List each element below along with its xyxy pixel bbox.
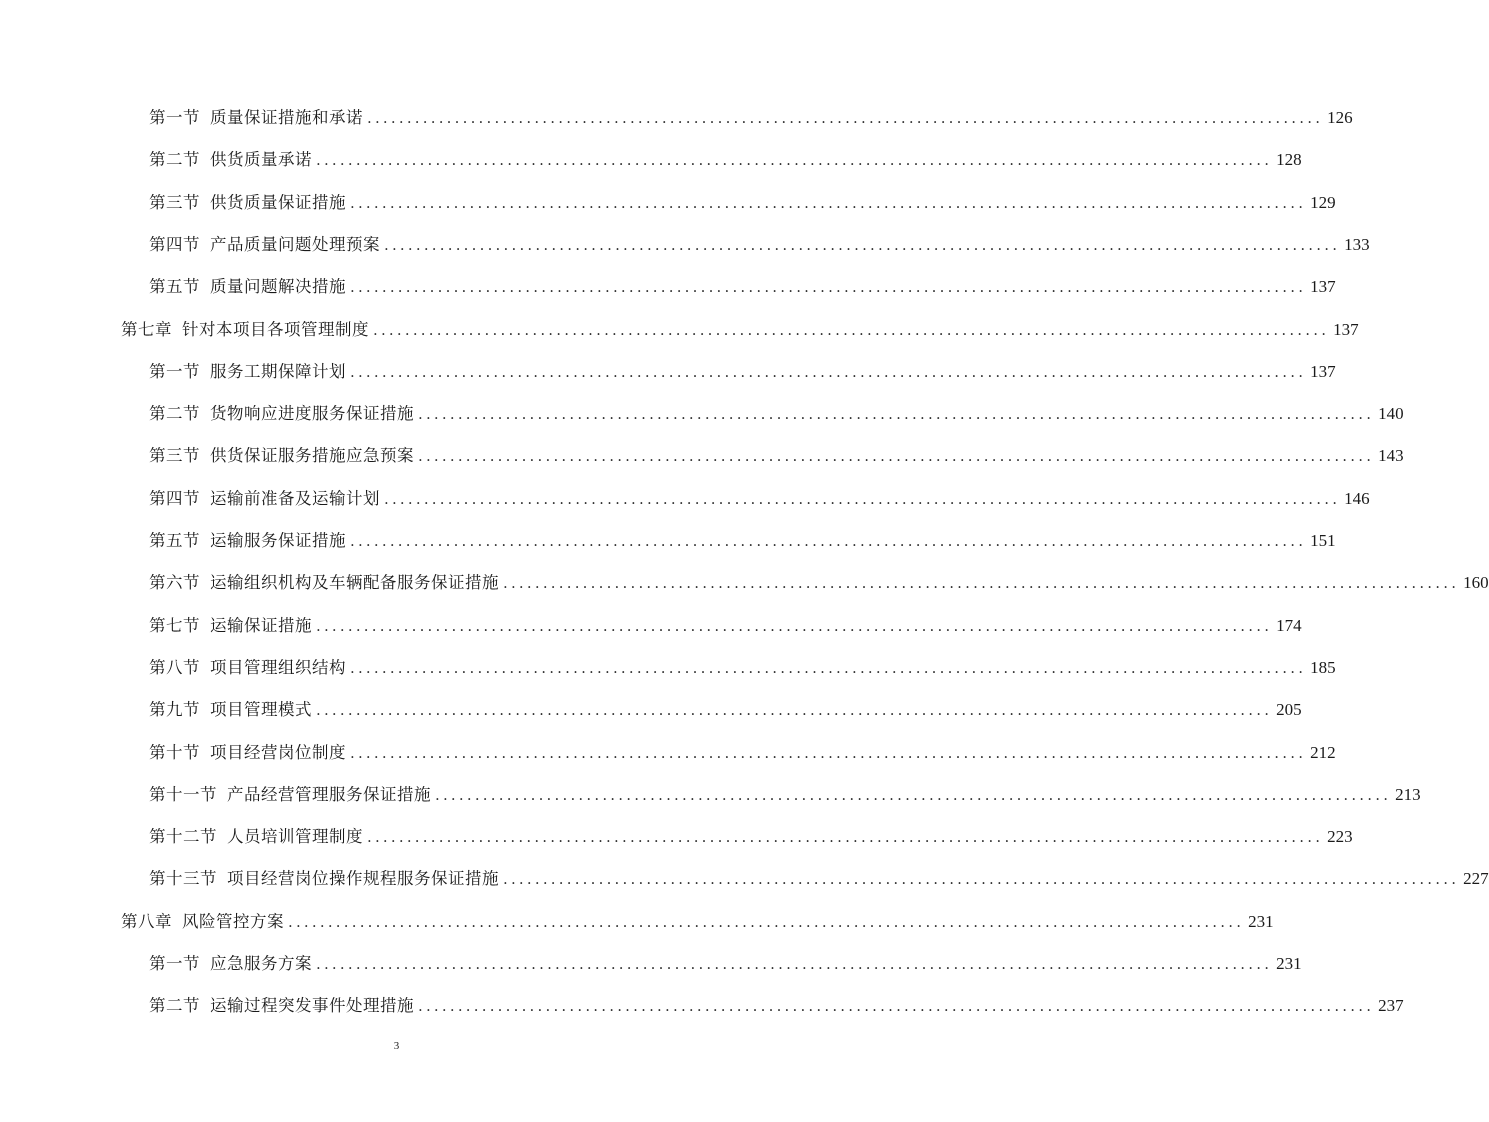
- toc-dot-leader: ........................................................................................................................: [288, 912, 1245, 931]
- toc-entry-section-number: 第八节: [149, 657, 200, 677]
- toc-entry-title: 运输保证措施: [210, 615, 312, 635]
- toc-chapter-entry[interactable]: [121, 907, 1274, 937]
- toc-entry-label: [149, 822, 363, 852]
- toc-entry-title: 运输组织机构及车辆配备服务保证措施: [210, 573, 499, 593]
- toc-entry-section-number: 第二节: [149, 996, 200, 1016]
- toc-entry-section-number: 第八章: [121, 911, 172, 931]
- toc-entry-section-number: 第三节: [149, 446, 200, 466]
- toc-entry-section-number: 第十二节: [149, 827, 217, 847]
- toc-dot-leader: ........................................................................................................................: [373, 320, 1330, 339]
- toc-section-entry[interactable]: [149, 653, 1336, 683]
- toc-dot-leader: ........................................................................................................................: [435, 785, 1392, 804]
- toc-entry-page-number: 231: [1276, 954, 1302, 973]
- toc-dot-leader: ........................................................................................................................: [316, 955, 1273, 973]
- toc-entry-page-number: 126: [1327, 108, 1353, 127]
- toc-entry-label: [149, 103, 363, 133]
- toc-entry-title: 运输过程突发事件处理措施: [210, 996, 414, 1016]
- toc-entry-title: 质量问题解决措施: [210, 277, 346, 297]
- toc-dot-leader: ........................................................................................................................: [418, 447, 1375, 466]
- toc-dot-leader: ........................................................................................................................: [384, 235, 1341, 254]
- toc-entry-page-number: 185: [1310, 657, 1336, 677]
- toc-section-entry[interactable]: [149, 695, 1302, 725]
- toc-dot-leader: ........................................................................................................................: [418, 997, 1375, 1016]
- toc-section-entry[interactable]: [149, 399, 1404, 429]
- toc-dot-leader: ........................................................................................................................: [350, 193, 1307, 212]
- toc-entry-title: 供货保证服务措施应急预案: [210, 446, 414, 466]
- toc-entry-page-number: 160: [1463, 573, 1489, 593]
- toc-entry-title: 人员培训管理制度: [227, 827, 363, 847]
- toc-section-entry[interactable]: [149, 272, 1336, 302]
- toc-entry-label: [149, 441, 414, 471]
- toc-entry-page-number: 137: [1333, 319, 1359, 339]
- toc-dot-leader: ........................................................................................................................: [503, 870, 1460, 889]
- toc-section-entry[interactable]: [149, 864, 1489, 894]
- toc-entry-title: 产品经营管理服务保证措施: [227, 784, 431, 804]
- toc-entry-section-number: 第一节: [149, 361, 200, 381]
- toc-entry-label: [149, 991, 414, 1021]
- toc-entry-label: [149, 653, 346, 683]
- toc-section-entry[interactable]: [149, 230, 1370, 260]
- page-number: 3: [393, 1040, 400, 1052]
- toc-dot-leader: ........................................................................................................................: [350, 658, 1307, 677]
- toc-section-entry[interactable]: [149, 738, 1336, 768]
- toc-dot-leader: ........................................................................................................................: [384, 489, 1341, 508]
- toc-entry-section-number: 第五节: [149, 277, 200, 297]
- toc-entry-section-number: 第一节: [149, 954, 200, 973]
- toc-entry-section-number: 第三节: [149, 192, 200, 212]
- toc-entry-title: 针对本项目各项管理制度: [182, 319, 369, 339]
- toc-dot-leader: ........................................................................................................................: [316, 151, 1273, 170]
- toc-dot-leader: ........................................................................................................................: [367, 828, 1324, 847]
- toc-dot-leader: ........................................................................................................................: [316, 616, 1273, 635]
- toc-dot-leader: ........................................................................................................................: [350, 278, 1307, 297]
- toc-entry-section-number: 第六节: [149, 573, 200, 593]
- toc-chapter-entry[interactable]: [121, 315, 1359, 345]
- toc-dot-leader: ........................................................................................................................: [350, 362, 1307, 381]
- toc-section-entry[interactable]: [149, 441, 1404, 471]
- toc-entry-page-number: 227: [1463, 869, 1489, 889]
- toc-entry-page-number: 137: [1310, 361, 1336, 381]
- toc-section-entry[interactable]: [149, 822, 1353, 852]
- toc-entry-page-number: 223: [1327, 827, 1353, 847]
- toc-section-entry[interactable]: [149, 611, 1302, 641]
- toc-entry-title: 风险管控方案: [182, 911, 284, 931]
- toc-entry-label: [149, 864, 499, 894]
- toc-entry-label: [149, 526, 346, 556]
- toc-dot-leader: ........................................................................................................................: [350, 743, 1307, 762]
- toc-entry-section-number: 第十一节: [149, 784, 217, 804]
- toc-entry-section-number: 第二节: [149, 404, 200, 424]
- toc-entry-page-number: 151: [1310, 531, 1336, 550]
- toc-section-entry[interactable]: [149, 145, 1302, 175]
- toc-section-entry[interactable]: [149, 526, 1336, 556]
- toc-entry-label: [149, 145, 312, 175]
- toc-section-entry[interactable]: [149, 484, 1370, 514]
- toc-entry-label: [149, 272, 346, 302]
- toc-entry-title: 供货质量保证措施: [210, 192, 346, 212]
- toc-entry-label: [149, 230, 380, 260]
- toc-entry-section-number: 第四节: [149, 488, 200, 508]
- toc-entry-title: 运输服务保证措施: [210, 531, 346, 550]
- toc-entry-title: 项目经营岗位制度: [210, 742, 346, 762]
- toc-section-entry[interactable]: [149, 357, 1336, 387]
- toc-entry-label: [149, 188, 346, 218]
- toc-entry-label: [149, 357, 346, 387]
- toc-section-entry[interactable]: [149, 991, 1404, 1021]
- toc-entry-label: [149, 611, 312, 641]
- toc-entry-title: 货物响应进度服务保证措施: [210, 404, 414, 424]
- toc-entry-page-number: 231: [1248, 911, 1274, 931]
- toc-entry-label: [149, 399, 414, 429]
- toc-entry-title: 项目管理组织结构: [210, 657, 346, 677]
- toc-section-entry[interactable]: [149, 780, 1421, 810]
- toc-entry-page-number: 146: [1344, 488, 1370, 508]
- toc-entry-label: [121, 315, 369, 345]
- toc-entry-label: [149, 695, 312, 725]
- toc-entry-page-number: 143: [1378, 446, 1404, 466]
- toc-section-entry[interactable]: [149, 103, 1353, 133]
- toc-entry-page-number: 213: [1395, 784, 1421, 804]
- toc-entry-label: [149, 738, 346, 768]
- toc-section-entry[interactable]: [149, 568, 1489, 598]
- toc-entry-label: [149, 780, 431, 810]
- toc-entry-page-number: 133: [1344, 234, 1370, 254]
- toc-entry-title: 产品质量问题处理预案: [210, 234, 380, 254]
- toc-section-entry[interactable]: [149, 188, 1336, 218]
- toc-dot-leader: ........................................................................................................................: [418, 405, 1375, 424]
- toc-dot-leader: ........................................................................................................................: [350, 532, 1307, 550]
- toc-section-entry[interactable]: [149, 949, 1302, 979]
- toc-entry-label: [149, 568, 499, 598]
- toc-entry-title: 供货质量承诺: [210, 150, 312, 170]
- toc-entry-page-number: 140: [1378, 404, 1404, 424]
- toc-entry-section-number: 第九节: [149, 700, 200, 720]
- toc-dot-leader: ........................................................................................................................: [316, 701, 1273, 720]
- toc-entry-page-number: 129: [1310, 192, 1336, 212]
- toc-entry-section-number: 第五节: [149, 531, 200, 550]
- toc-entry-section-number: 第十节: [149, 742, 200, 762]
- toc-entry-title: 质量保证措施和承诺: [210, 108, 363, 127]
- toc-entry-title: 服务工期保障计划: [210, 361, 346, 381]
- toc-entry-section-number: 第四节: [149, 234, 200, 254]
- toc-entry-section-number: 第二节: [149, 150, 200, 170]
- toc-entry-label: [121, 907, 284, 937]
- toc-dot-leader: ........................................................................................................................: [503, 574, 1460, 593]
- toc-entry-label: [149, 949, 312, 979]
- toc-entry-section-number: 第十三节: [149, 869, 217, 889]
- toc-entry-title: 运输前准备及运输计划: [210, 488, 380, 508]
- toc-entry-title: 应急服务方案: [210, 954, 312, 973]
- toc-entry-page-number: 205: [1276, 700, 1302, 720]
- toc-entry-page-number: 237: [1378, 996, 1404, 1016]
- toc-entry-section-number: 第七节: [149, 615, 200, 635]
- toc-entry-section-number: 第七章: [121, 319, 172, 339]
- toc-entry-page-number: 212: [1310, 742, 1336, 762]
- toc-entry-title: 项目经营岗位操作规程服务保证措施: [227, 869, 499, 889]
- toc-entry-page-number: 174: [1276, 615, 1302, 635]
- toc-entry-label: [149, 484, 380, 514]
- toc-entry-title: 项目管理模式: [210, 700, 312, 720]
- toc-dot-leader: ........................................................................................................................: [367, 109, 1324, 127]
- toc-entry-page-number: 137: [1310, 277, 1336, 297]
- toc-entry-page-number: 128: [1276, 150, 1302, 170]
- toc-entry-section-number: 第一节: [149, 108, 200, 127]
